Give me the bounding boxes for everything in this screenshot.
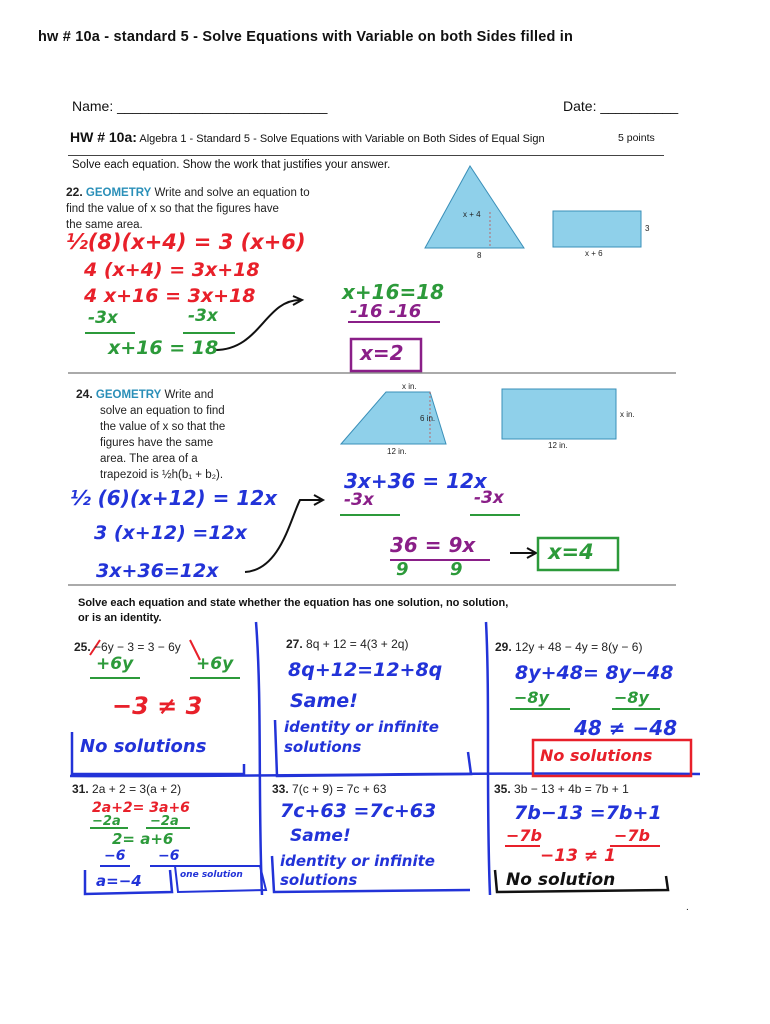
problem-31-eq: 2a + 2 = 3(a + 2) <box>92 782 182 796</box>
work-33-a: 7c+63 =7c+63 <box>280 800 437 822</box>
problem-35-eq: 3b − 13 + 4b = 7b + 1 <box>514 782 629 796</box>
work-24-line2: 3 (x+12) =12x <box>94 522 248 544</box>
work-22-right2: -16 -16 <box>350 301 422 322</box>
hw-description: Algebra 1 - Standard 5 - Solve Equations with Variable on Both Sides of Equal Sign <box>136 133 545 145</box>
arrow-24 <box>245 500 322 572</box>
work-25-c: −3 ≠ 3 <box>112 692 203 720</box>
problem-31-number: 31. <box>72 782 89 796</box>
problem-29-equation <box>495 640 642 654</box>
problem-25-eq: −6y − 3 = 3 − 6y <box>94 640 181 654</box>
work-22-right1: x+16=18 <box>342 280 445 304</box>
rectangle-side-label-24: x in. <box>620 410 635 419</box>
trapezoid-height-label: 6 in. <box>420 414 436 423</box>
answer-27: identity or infinite solutions <box>284 718 439 756</box>
problem-24-line1: Write and <box>164 389 214 401</box>
work-27-b: Same! <box>290 690 358 712</box>
work-31-e: −6 <box>104 848 126 864</box>
triangle-height-label: x + 4 <box>463 210 481 219</box>
rectangle-side-label-22: 3 <box>645 224 650 233</box>
problem-24-line4: figures have the same <box>100 437 214 449</box>
grid-line-2 <box>486 622 490 895</box>
work-24-div2: 9 <box>450 559 463 580</box>
work-31-b: −2a <box>92 814 121 829</box>
trapezoid-top-label: x in. <box>402 382 417 391</box>
work-31-f: −6 <box>158 848 180 864</box>
work-22-line3: 4 x+16 = 3x+18 <box>84 285 256 307</box>
instructions: Solve each equation. Show the work that justifies your answer. <box>72 159 391 171</box>
work-22-line1: ½(8)(x+4) = 3 (x+6) <box>66 230 306 254</box>
section-2-instructions <box>78 596 508 626</box>
work-24-right2a: -3x <box>344 490 374 510</box>
problem-33-number: 33. <box>272 782 289 796</box>
work-22-line5: x+16 = 18 <box>108 337 219 359</box>
problem-22-line1: Write and solve an equation to <box>154 187 310 199</box>
problem-29-eq: 12y + 48 − 4y = 8(y − 6) <box>515 640 643 654</box>
work-22-line4b: -3x <box>188 306 218 326</box>
problem-24-line6: trapezoid is ½h(b₁ + b₂). <box>100 469 224 481</box>
name-field: Name: ___________________________ <box>72 98 328 114</box>
problem-24-line5: area. The area of a <box>100 453 198 465</box>
work-24-right2b: -3x <box>474 488 504 508</box>
work-35-c: −7b <box>614 826 650 845</box>
problem-35-equation <box>494 782 629 796</box>
work-24-right1: 3x+36 = 12x <box>344 469 487 493</box>
problem-27-number: 27. <box>286 637 303 651</box>
problem-24-number: 24. <box>76 387 93 401</box>
work-31-a: 2a+2= 3a+6 <box>92 800 190 816</box>
section-2-line1: Solve each equation and state whether the equation has one solution, no solution, <box>78 597 509 609</box>
problem-25-number: 25. <box>74 640 91 654</box>
problem-25-equation <box>74 640 181 654</box>
problem-33-eq: 7(c + 9) = 7c + 63 <box>292 782 387 796</box>
points-label: 5 points <box>618 132 655 144</box>
work-27-a: 8q+12=12+8q <box>288 659 443 681</box>
work-31-d: 2= a+6 <box>112 830 174 848</box>
problem-24-line2: solve an equation to find <box>100 405 225 417</box>
problem-24-geometry-label: GEOMETRY <box>95 389 162 401</box>
problem-27-eq: 8q + 12 = 4(3 + 2q) <box>306 637 409 651</box>
rectangle-base-label-24: 12 in. <box>548 441 568 450</box>
document-title: hw # 10a - standard 5 - Solve Equations with Variable on both Sides filled in <box>38 29 574 45</box>
work-33-b: Same! <box>290 826 351 846</box>
work-22-line2: 4 (x+4) = 3x+18 <box>84 259 260 281</box>
answer-25: No solutions <box>80 736 207 757</box>
rectangle-figure-22 <box>553 211 641 247</box>
rectangle-base-label-22: x + 6 <box>585 249 603 258</box>
answer-35: No solution <box>506 870 616 890</box>
problem-29-number: 29. <box>495 640 512 654</box>
work-22-line4a: -3x <box>88 308 118 328</box>
work-25-a: +6y <box>96 654 134 674</box>
footer-dot: . <box>686 902 689 913</box>
problem-22-number: 22. <box>66 185 83 199</box>
work-24-line3: 3x+36=12x <box>96 560 219 582</box>
date-field: Date: __________ <box>563 98 679 114</box>
work-24-right3: 36 = 9x <box>390 533 476 557</box>
answer-22: x=2 <box>360 341 404 365</box>
answer-24: x=4 <box>548 540 594 564</box>
work-24-line1: ½ (6)(x+12) = 12x <box>70 486 278 510</box>
work-31-c: −2a <box>150 814 179 829</box>
grid-line-1 <box>256 622 262 895</box>
rectangle-figure-24 <box>502 389 616 439</box>
work-35-d: −13 ≠ 1 <box>540 846 616 866</box>
problem-22-line2: find the value of x so that the figures have <box>66 203 279 215</box>
answer-33: identity or infinite solutions <box>280 852 435 889</box>
work-25-b: +6y <box>196 654 234 674</box>
problem-22-geometry-label: GEOMETRY <box>85 187 152 199</box>
work-35-b: −7b <box>506 826 542 845</box>
work-29-d: 48 ≠ −48 <box>574 716 678 740</box>
triangle-figure <box>425 166 524 248</box>
problem-24-line3: the value of x so that the <box>100 421 226 433</box>
problem-31-equation <box>72 782 181 796</box>
problem-33-equation <box>272 782 386 796</box>
work-29-b: −8y <box>514 688 549 707</box>
problem-24-text <box>76 386 276 483</box>
section-2-line2: or is an identity. <box>78 612 162 624</box>
triangle-base-label: 8 <box>477 251 482 260</box>
answer-31: a=−4 <box>96 872 142 890</box>
work-29-a: 8y+48= 8y−48 <box>515 662 674 684</box>
answer-31-type: one solution <box>180 870 243 880</box>
problem-27-equation <box>286 637 408 651</box>
work-35-a: 7b−13 =7b+1 <box>514 802 662 824</box>
hw-label: HW # 10a: <box>70 129 137 145</box>
work-24-div1: 9 <box>396 559 409 580</box>
work-29-c: −8y <box>614 688 649 707</box>
problem-22-line3: the same area. <box>66 219 143 231</box>
trapezoid-base-label: 12 in. <box>387 447 407 456</box>
arrow-22 <box>215 300 300 350</box>
problem-35-number: 35. <box>494 782 511 796</box>
answer-29: No solutions <box>540 746 653 765</box>
